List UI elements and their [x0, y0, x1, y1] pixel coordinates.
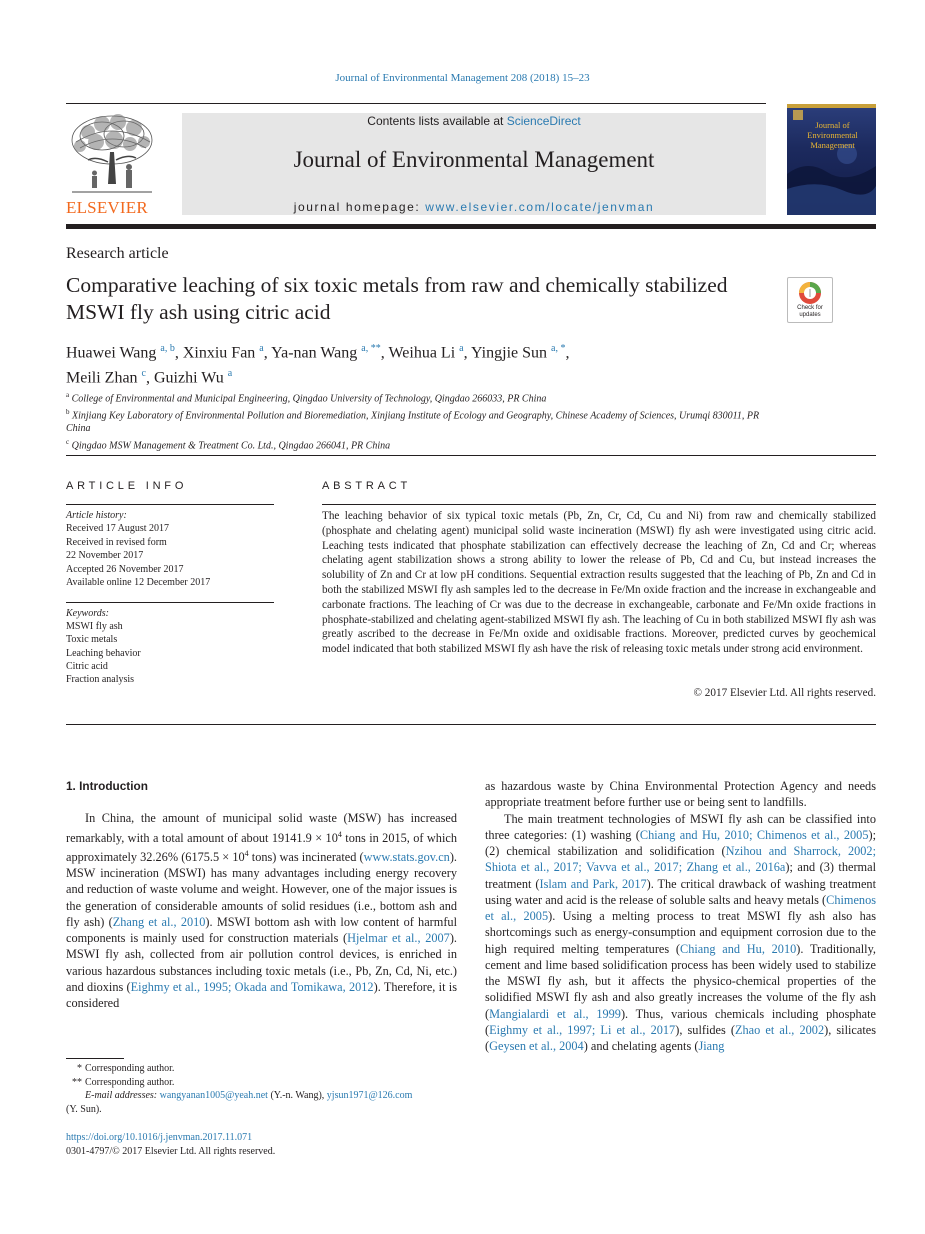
- exponent: 4: [337, 829, 342, 839]
- abstract-rule: [322, 504, 876, 505]
- affiliation: [66, 406, 786, 436]
- article-info-heading: ARTICLE INFO: [66, 480, 188, 492]
- author-affiliation-mark[interactable]: a: [227, 368, 233, 380]
- history-line: Received in revised form: [66, 536, 167, 548]
- text-run: ). Thus, various chemicals including phosphate (: [485, 1006, 876, 1037]
- text-run: ). The critical drawback of washing treatment using water and acid is the release of soluble salts and heavy metals (: [485, 876, 876, 907]
- body-paragraph: [485, 811, 876, 1055]
- author-separator: ,: [463, 344, 471, 362]
- abstract-heading: ABSTRACT: [322, 480, 412, 492]
- masthead-top-rule: [66, 103, 766, 104]
- author-separator: ,: [380, 344, 389, 362]
- page-footer: [66, 1131, 275, 1158]
- affiliation-list: [66, 389, 786, 453]
- text-run: ). Traditionally, cement and lime based solidification process has been widely used to stabilize the MSWI fly ash, but it affects the physico-chemical properties of the solidified MSWI fly ash and also greatly increases the volume of the fly ash (: [485, 941, 876, 1021]
- history-line: 22 November 2017: [66, 550, 144, 562]
- body-left-column: [66, 778, 457, 1011]
- homepage-line: [182, 200, 766, 214]
- journal-cover-thumbnail[interactable]: [787, 104, 876, 215]
- abstract-text: The leaching behavior of six typical toxic metals (Pb, Zn, Cr, Cd, Cu and Ni) from raw and chemically stabilized (phosphate and chelating agent) municipal solid waste incineration (MSWI) fly ash were investigated using citric acid. Leaching tests indicated that phosphate stabilization can effectively decrease the leaching of Zn, Cd and Cr; whereas chelating agent stabilization shows a strong ability to lower the release of Pb, Cd and Cu, but instead increases the solubility of Zn and Cr at low pH conditions. Sequential extraction results suggested that the leaching of Pb, Zn and Cd in both the stabilized MSWI fly ash samples led to the decrease in Fe/Mn oxide fraction and the increase in exchangeable and carbonate fractions. The leaching of Cr was due to the decrease in exchangeable, carbonate and Fe/Mn oxide fractions in phosphate-stabilized and chelating agent-stabilized MSWI fly ash. The leaching of Cu in both stabilized MSWI fly ash was greatly ascribed to the decrease in Fe/Mn oxide and oxidisable fractions. Moreover, predicted curves by geochemical model indicated that both stabilized MSWI fly ash have the risk of releasing toxic metals under strong acid environment.: [322, 510, 876, 656]
- author-separator: ,: [263, 344, 272, 362]
- homepage-link[interactable]: www.elsevier.com/locate/jenvman: [425, 200, 655, 214]
- footnote: [66, 1076, 457, 1090]
- history-label: Article history:: [66, 510, 127, 521]
- author-affiliation-mark[interactable]: c: [141, 368, 146, 380]
- keyword: Citric acid: [66, 660, 108, 672]
- text-run: ), silicates (: [485, 1022, 877, 1053]
- footnote: [66, 1062, 457, 1076]
- header-divider: [66, 455, 876, 456]
- author-affiliation-mark[interactable]: a, *: [551, 343, 566, 354]
- text-run: tons in 2015, of which approximately 32.26% (6175.5 × 10: [66, 830, 457, 864]
- text-run: ) and chelating agents (: [583, 1039, 699, 1053]
- abstract-copyright: © 2017 Elsevier Ltd. All rights reserved.: [693, 687, 876, 699]
- affiliation-mark: a: [66, 391, 70, 399]
- email-owner: (Y. Sun).: [66, 1103, 102, 1115]
- citation-link[interactable]: Mangialardi et al., 1999: [489, 1006, 621, 1021]
- footnotes: [66, 1062, 457, 1116]
- masthead-bottom-rule: [66, 224, 876, 229]
- body-right-column: [485, 778, 876, 1054]
- check-for-updates-button[interactable]: [787, 277, 833, 323]
- affiliation-text: College of Environmental and Municipal Engineering, Qingdao University of Technology, Qingdao 266033, PR China: [71, 393, 547, 405]
- keyword: Fraction analysis: [66, 674, 135, 686]
- text-run: ). MSWI fly ash, collected from air pollution control devices, is enriched in various hazardous substances including toxic metals (i.e., Pb, Zn, Cd, Ni, etc.) and dioxins (: [66, 931, 457, 994]
- citation-link[interactable]: Zhao et al., 2002: [734, 1022, 825, 1037]
- history-line: Accepted 26 November 2017: [66, 563, 184, 575]
- history-line: Available online 12 December 2017: [66, 577, 211, 589]
- author-affiliation-mark[interactable]: a, b: [160, 343, 175, 354]
- body-paragraph: [66, 810, 457, 1011]
- author-name: Weihua Li: [388, 344, 456, 362]
- body-paragraph: as hazardous waste by China Environmental Protection Agency and needs appropriate treatment before further use or being sent to landfills.: [485, 779, 876, 810]
- author-separator: ,: [146, 369, 154, 387]
- citation-link[interactable]: Nzihou and Sharrock, 2002; Shiota et al., 2017; Vavva et al., 2017; Zhang et al., 2016a: [485, 844, 876, 875]
- cover-title: Journal of Environmental Management: [807, 120, 858, 150]
- abstract-bottom-rule: [66, 724, 876, 725]
- crossmark-icon: [788, 280, 832, 308]
- text-run: The main treatment technologies of MSWI fly ash can be classified into three categories: (1) washing (: [485, 811, 876, 842]
- homepage-prefix: journal homepage:: [293, 200, 426, 214]
- affiliation-text: Qingdao MSW Management & Treatment Co. Ltd., Qingdao 266041, PR China: [71, 440, 391, 452]
- exponent: 4: [244, 848, 249, 858]
- author-list: [66, 338, 846, 389]
- text-run: ), sulfides (: [675, 1022, 735, 1037]
- citation-link[interactable]: Chiang and Hu, 2010; Chimenos et al., 2005: [639, 827, 869, 842]
- author-name: Guizhi Wu: [154, 369, 224, 387]
- keyword: Leaching behavior: [66, 647, 141, 659]
- text-run: ); (2) chemical stabilization and solidification (: [485, 827, 876, 858]
- footnote-rule: [66, 1058, 124, 1059]
- citation-link[interactable]: Eighmy et al., 1995; Okada and Tomikawa, 2012: [130, 979, 374, 994]
- author-affiliation-mark[interactable]: a, **: [361, 343, 381, 354]
- citation-link[interactable]: Eighmy et al., 1997; Li et al., 2017: [489, 1022, 676, 1037]
- affiliation-mark: b: [66, 407, 70, 416]
- footnote-text: Corresponding author.: [85, 1063, 175, 1074]
- sciencedirect-link[interactable]: ScienceDirect: [506, 114, 581, 128]
- article-title: Comparative leaching of six toxic metals from raw and chemically stabilized MSWI fly ash using citric acid: [66, 273, 728, 324]
- stats-gov-link[interactable]: www.stats.gov.cn: [363, 849, 450, 864]
- footnote-text: Corresponding author.: [85, 1076, 175, 1088]
- masthead-banner: [182, 113, 766, 215]
- author-name: Ya-nan Wang: [271, 344, 358, 362]
- keywords-rule: [66, 602, 274, 603]
- article-info-rule: [66, 504, 274, 505]
- history-line: Received 17 August 2017: [66, 523, 170, 535]
- author-name: Yingjie Sun: [471, 344, 548, 362]
- contents-prefix: Contents lists available at: [367, 114, 507, 128]
- affiliation: [66, 436, 786, 453]
- text-run: ); and (3) thermal treatment (: [485, 860, 876, 891]
- text-run: In China, the amount of municipal solid waste (MSW) has increased remarkably, with a total amount of about 19141.9 × 10: [66, 811, 457, 845]
- text-run: ). Therefore, it is considered: [66, 979, 457, 1011]
- citation-link[interactable]: Islam and Park, 2017: [539, 876, 647, 891]
- author-name: Meili Zhan: [66, 369, 138, 387]
- section-heading: 1. Introduction: [66, 779, 148, 793]
- affiliation-text: Xinjiang Key Laboratory of Environmental Pollution and Bioremediation, Xinjiang Institute of Ecology and Geography, Chinese Academy of Sciences, Urumqi 830011, PR China: [66, 410, 760, 435]
- author-name: Huawei Wang: [66, 344, 157, 362]
- citation-link[interactable]: Chimenos et al., 2005: [485, 892, 876, 923]
- footnote-mark: **: [72, 1076, 82, 1088]
- author-separator: ,: [565, 344, 570, 362]
- article-type: Research article: [66, 245, 169, 262]
- text-run: ). MSW incineration (MSWI) has many advantages including energy recovery and reduction of waste volume and weight. However, one of the major issues is the generation of considerable amounts of solid residues (i.e., bottom ash and fly ash) (: [66, 849, 457, 929]
- contents-line: [182, 114, 766, 128]
- journal-title: Journal of Environmental Management: [293, 147, 655, 172]
- citation-link[interactable]: Chiang and Hu, 2010: [680, 941, 797, 956]
- citation-link[interactable]: Hjelmar et al., 2007: [347, 931, 450, 946]
- elsevier-logo: [66, 112, 161, 218]
- citation-link[interactable]: Jiang: [698, 1039, 725, 1053]
- keywords: [66, 607, 276, 686]
- keyword: Toxic metals: [66, 634, 118, 646]
- author-name: Xinxiu Fan: [182, 344, 256, 362]
- email-link[interactable]: yjsun1971@126.com: [326, 1090, 413, 1102]
- text-run: ). Using a melting process to treat MSWI fly ash also has shortcomings such as energy-consumption and equipment corrosion due to the high required melting temperatures (: [485, 909, 877, 956]
- author-separator: ,: [174, 344, 183, 362]
- citation-link[interactable]: Zhang et al., 2010: [112, 914, 206, 929]
- email-link[interactable]: wangyanan1005@yeah.net: [159, 1090, 268, 1102]
- affiliation-mark: c: [66, 437, 70, 446]
- author-affiliation-mark[interactable]: a: [259, 343, 264, 354]
- email-owner: (Y.-n. Wang),: [267, 1090, 327, 1102]
- text-run: tons) was incinerated (: [248, 849, 364, 864]
- keywords-label: Keywords:: [66, 608, 109, 619]
- text-run: ). MSWI bottom ash with low content of harmful components is mainly used for construction materials (: [66, 914, 457, 946]
- email-footnote: [66, 1089, 457, 1103]
- journal-citation-link[interactable]: Journal of Environmental Management 208 (2018) 15–23: [335, 72, 590, 84]
- elsevier-wordmark: ELSEVIER: [66, 198, 148, 217]
- doi-link[interactable]: https://doi.org/10.1016/j.jenvman.2017.11.071: [66, 1132, 253, 1143]
- email-label: E-mail addresses:: [85, 1090, 158, 1102]
- footnote-mark: *: [77, 1063, 82, 1074]
- keyword: MSWI fly ash: [66, 621, 123, 633]
- crossmark-label: Check for updates: [797, 305, 823, 318]
- citation-link[interactable]: Geysen et al., 2004: [489, 1039, 584, 1053]
- article-history: [66, 509, 276, 589]
- author-affiliation-mark[interactable]: a: [459, 343, 464, 354]
- issn-line: 0301-4797/© 2017 Elsevier Ltd. All rights reserved.: [66, 1145, 276, 1157]
- affiliation: [66, 389, 786, 406]
- elsevier-tree-icon: [66, 112, 158, 198]
